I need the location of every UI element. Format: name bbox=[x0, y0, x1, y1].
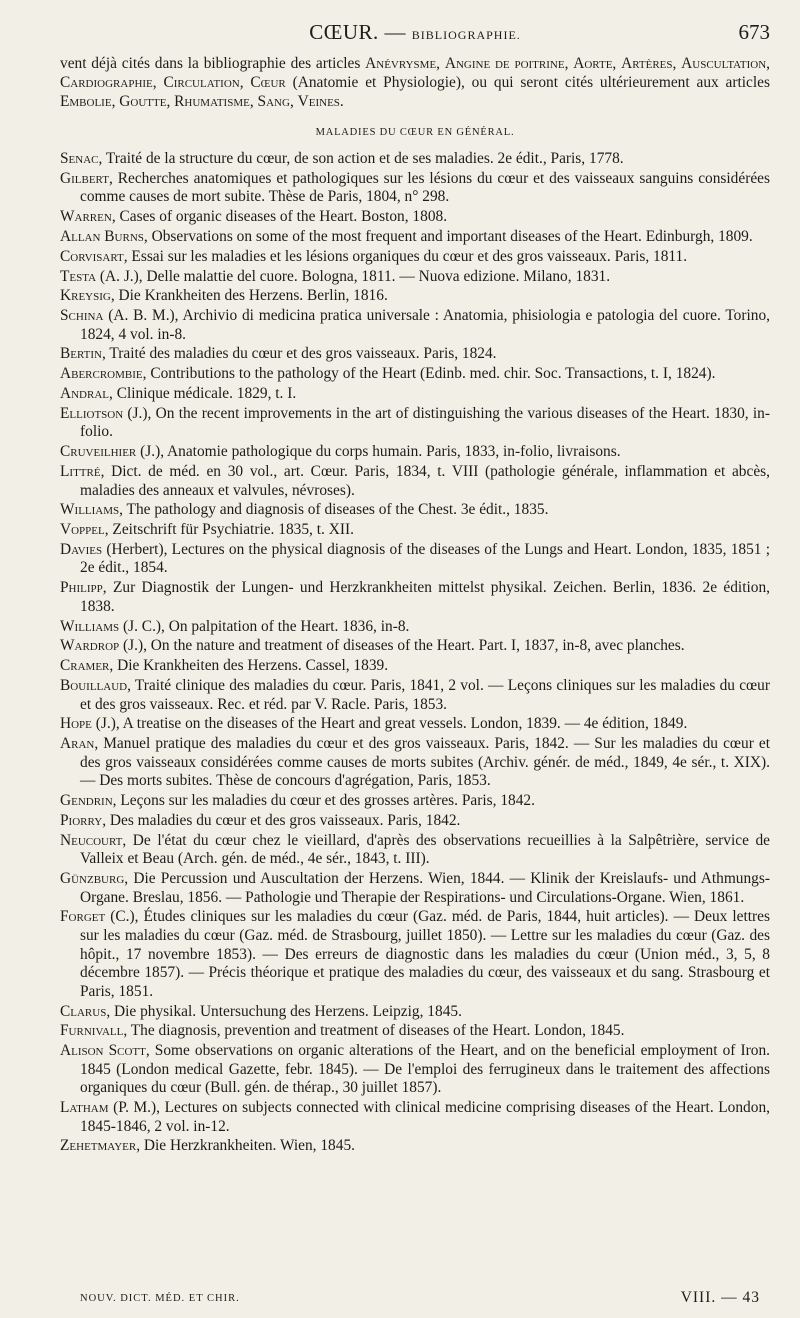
intro-ref: Anévrysme bbox=[365, 55, 437, 72]
entry-text: (J.), On the nature and treatment of diseases of the Heart. Part. I, 1837, in-8, avec planches. bbox=[119, 637, 685, 655]
entry-author: Corvisart bbox=[60, 247, 124, 265]
entry-author: Williams bbox=[60, 617, 120, 635]
entry-author: Senac bbox=[60, 150, 99, 167]
intro-ref: Cardiographie bbox=[60, 74, 153, 91]
bibliography-entry bbox=[60, 307, 770, 344]
bibliography-entry bbox=[60, 405, 770, 442]
bibliography-entry bbox=[60, 463, 770, 500]
bibliography-entry bbox=[60, 1022, 770, 1041]
entry-author: Forget bbox=[60, 908, 106, 926]
bibliography-entry bbox=[60, 443, 770, 462]
intro-ref: Embolie bbox=[60, 93, 112, 110]
entry-text: (C.), Études cliniques sur les maladies du cœur (Gaz. méd. de Paris, 1844, huit articles). — Deux lettres sur les maladies du cœur (Gaz. méd. de Strasbourg, juillet 1850). — Lettre sur les maladies du cœur (Gaz. des hôpit., 17 novembre 1853). — Des erreurs de diagnostic dans les maladies du cœur (Union méd., 3, 5, 8 décembre 1857). — Précis théorique et pratique des maladies du cœur, des vaisseaux et du sang. Strasbourg et Paris, 1851. bbox=[80, 908, 770, 1000]
running-header bbox=[60, 20, 770, 54]
page-footer bbox=[80, 1289, 760, 1313]
entry-text: , Zur Diagnostik der Lungen- und Herzkrankheiten mittelst physikal. Zeichen. Berlin, 1836. 2e édition, 1838. bbox=[80, 579, 770, 615]
bibliography-entry bbox=[60, 541, 770, 578]
bibliography-entry bbox=[60, 812, 770, 831]
intro-ref: Auscultation bbox=[681, 55, 767, 72]
entry-text: (J.), On the recent improvements in the art of distinguishing the various diseases of the Heart. 1830, in-folio. bbox=[80, 404, 770, 441]
entry-text: , Some observations on organic alterations of the Heart, and on the beneficial employment of Iron. 1845 (London medical Gazette, febr. 1845). — De l'emploi des ferrugineux dans le traitement des affections organiques du cœur (Bull. gén. de thérap., 30 juillet 1857). bbox=[80, 1042, 770, 1097]
entry-author: Gilbert bbox=[60, 169, 109, 187]
intro-text: , bbox=[612, 55, 622, 72]
bibliography-entry bbox=[60, 715, 770, 734]
bibliography-entry bbox=[60, 208, 770, 227]
bibliography-entry bbox=[60, 150, 770, 169]
intro-text: , bbox=[766, 55, 771, 72]
intro-ref: Aorte bbox=[573, 55, 613, 72]
entry-text: , De l'état du cœur chez le vieillard, d'après des observations recueillies à la Salpêtrière, service de Valleix et Beau (Arch. gén. de méd., 4e sér., 1843, t. III). bbox=[80, 831, 770, 868]
intro-ref: Veines bbox=[297, 93, 340, 110]
bibliography-entry bbox=[60, 870, 770, 907]
bibliography-entry bbox=[60, 677, 770, 714]
entry-author: Günzburg bbox=[60, 870, 125, 888]
intro-text: vent déjà cités dans la bibliographie des articles bbox=[60, 55, 366, 72]
entry-author: Warren bbox=[60, 208, 112, 226]
entry-text: , Leçons sur les maladies du cœur et des grosses artères. Paris, 1842. bbox=[112, 792, 535, 810]
entry-text: , Dict. de méd. en 30 vol., art. Cœur. Paris, 1834, t. VIII (pathologie générale, inflammation et abcès, maladies des anneaux et valvules, névroses). bbox=[80, 462, 770, 499]
entry-author: Wardrop bbox=[60, 637, 120, 655]
bibliography-entry bbox=[60, 170, 770, 207]
bibliography-entry bbox=[60, 228, 770, 247]
entry-text: , Die Herzkrankheiten. Wien, 1845. bbox=[136, 1137, 355, 1155]
intro-ref: Angine de poitrine bbox=[444, 55, 565, 72]
entry-author: Gendrin bbox=[60, 792, 113, 810]
entry-author: Cruveilhier bbox=[60, 443, 137, 461]
entry-text: , Recherches anatomiques et pathologiques sur les lésions du cœur et des vaisseaux sanguins considérées comme causes de mort subite. Thèse de Paris, 1804, n° 298. bbox=[80, 169, 770, 206]
intro-text: , bbox=[289, 93, 298, 110]
intro-text: , bbox=[564, 55, 574, 72]
entry-text: , Des maladies du cœur et des gros vaisseaux. Paris, 1842. bbox=[102, 811, 461, 829]
page-number: 673 bbox=[738, 20, 770, 44]
entry-text: (J. C.), On palpitation of the Heart. 1836, in-8. bbox=[119, 617, 410, 635]
entry-author: Piorry bbox=[60, 811, 103, 829]
bibliography-entry bbox=[60, 345, 770, 364]
intro-paragraph bbox=[60, 54, 770, 111]
bibliography-entry bbox=[60, 385, 770, 404]
entry-author: Testa bbox=[60, 267, 97, 285]
entry-author: Philipp bbox=[60, 579, 103, 597]
entry-author: Andral bbox=[60, 385, 110, 402]
entry-author: Voppel bbox=[60, 521, 105, 539]
footer-signature: VIII. — 43 bbox=[680, 1289, 760, 1306]
bibliography-entry bbox=[60, 908, 770, 1001]
intro-ref: Artères bbox=[621, 55, 673, 72]
entry-text: , Traité des maladies du cœur et des gros vaisseaux. Paris, 1824. bbox=[102, 345, 497, 363]
intro-ref: Cœur bbox=[250, 74, 286, 91]
entry-author: Hope bbox=[60, 715, 92, 733]
intro-text: , bbox=[436, 55, 445, 72]
bibliography-entry bbox=[60, 1099, 770, 1136]
bibliography-entry bbox=[60, 657, 770, 676]
entry-text: , Observations on some of the most frequent and important diseases of the Heart. Edinburgh, 1809. bbox=[143, 227, 753, 245]
intro-text: (Anatomie et Physiologie), ou qui seront cités ultérieurement aux articles bbox=[285, 74, 770, 91]
entry-author: Williams bbox=[60, 501, 120, 519]
entry-text: (A. J.), Delle malattie del cuore. Bologna, 1811. — Nuova edizione. Milano, 1831. bbox=[96, 267, 611, 285]
bibliography-entry bbox=[60, 735, 770, 791]
intro-text: , bbox=[672, 55, 682, 72]
entry-text: , Manuel pratique des maladies du cœur et des gros vaisseaux. Paris, 1842. — Sur les maladies du cœur et des gros vaisseaux considérées comme causes de morts subites (Archiv. génér. de méd., 1849, 4e sér., t. XIX). — Des morts subites. Thèse de concours d'agrégation, Paris, 1853. bbox=[80, 735, 770, 790]
entry-text: , The pathology and diagnosis of diseases of the Chest. 3e édit., 1835. bbox=[119, 501, 549, 519]
bibliography-entry bbox=[60, 1042, 770, 1098]
intro-ref: Circulation bbox=[163, 74, 240, 91]
bibliography-entry bbox=[60, 501, 770, 520]
entry-text: , Cases of organic diseases of the Heart. Boston, 1808. bbox=[111, 208, 448, 226]
intro-ref: Sang bbox=[257, 93, 290, 110]
bibliography-entry bbox=[60, 579, 770, 616]
entry-text: , Zeitschrift für Psychiatrie. 1835, t. XII. bbox=[104, 521, 354, 539]
entry-text: , Die Krankheiten des Herzens. Berlin, 1816. bbox=[110, 287, 388, 305]
bibliography-entry bbox=[60, 287, 770, 306]
entry-text: , Die physikal. Untersuchung des Herzens. Leipzig, 1845. bbox=[106, 1002, 462, 1020]
entry-author: Bouillaud bbox=[60, 676, 128, 694]
bibliography-list bbox=[60, 150, 770, 1156]
entry-text: , The diagnosis, prevention and treatment of diseases of the Heart. London, 1845. bbox=[123, 1022, 625, 1040]
entry-author: Cramer bbox=[60, 657, 110, 675]
entry-text: (Herbert), Lectures on the physical diagnosis of the diseases of the Lungs and Heart. London, 1835, 1851 ; 2e édit., 1854. bbox=[80, 540, 770, 577]
entry-author: Elliotson bbox=[60, 404, 124, 422]
intro-text: . bbox=[339, 93, 344, 110]
header-title: CŒUR. bbox=[309, 20, 379, 44]
entry-text: , Essai sur les maladies et les lésions organiques du cœur et des gros vaisseaux. Paris, 1811. bbox=[123, 247, 688, 265]
bibliography-entry bbox=[60, 365, 770, 384]
footer-publication: NOUV. DICT. MÉD. ET CHIR. bbox=[80, 1293, 240, 1304]
entry-author: Neucourt bbox=[60, 831, 123, 849]
entry-text: , Die Krankheiten des Herzens. Cassel, 1839. bbox=[109, 657, 389, 675]
bibliography-entry bbox=[60, 618, 770, 637]
entry-author: Bertin bbox=[60, 345, 102, 363]
entry-author: Davies bbox=[60, 540, 103, 558]
bibliography-entry bbox=[60, 521, 770, 540]
bibliography-entry bbox=[60, 832, 770, 869]
intro-ref: Goutte bbox=[119, 93, 167, 110]
bibliography-entry bbox=[60, 792, 770, 811]
entry-author: Allan Burns bbox=[60, 227, 144, 245]
intro-ref: Rhumatisme bbox=[174, 93, 250, 110]
intro-text: , bbox=[111, 93, 120, 110]
entry-author: Latham bbox=[60, 1099, 109, 1117]
entry-author: Furnivall bbox=[60, 1022, 124, 1040]
entry-text: , Traité clinique des maladies du cœur. Paris, 1841, 2 vol. — Leçons cliniques sur les maladies du cœur et des gros vaisseaux. Rec. et réd. par V. Racle. Paris, 1853. bbox=[80, 676, 770, 713]
intro-text: , bbox=[239, 74, 251, 91]
entry-author: Zehetmayer bbox=[60, 1137, 137, 1155]
entry-text: (J.), A treatise on the diseases of the Heart and great vessels. London, 1839. — 4e édition, 1849. bbox=[91, 715, 688, 733]
entry-text: (A. B. M.), Archivio di medicina pratica universale : Anatomia, phisiologia e patologia del cuore. Torino, 1824, 4 vol. in-8. bbox=[80, 307, 770, 343]
bibliography-entry bbox=[60, 268, 770, 287]
entry-author: Alison Scott bbox=[60, 1042, 146, 1060]
entry-author: Schina bbox=[60, 307, 104, 325]
entry-author: Clarus bbox=[60, 1002, 107, 1020]
entry-text: , Traité de la structure du cœur, de son action et de ses maladies. 2e édit., Paris, 1778. bbox=[98, 150, 624, 167]
intro-text: , bbox=[166, 93, 175, 110]
entry-text: , Contributions to the pathology of the Heart (Edinb. med. chir. Soc. Transactions, t. I, 1824). bbox=[142, 365, 716, 383]
entry-author: Littré bbox=[60, 462, 101, 480]
intro-text: , bbox=[249, 93, 258, 110]
section-heading: MALADIES DU CŒUR EN GÉNÉRAL. bbox=[315, 127, 515, 138]
header-subtitle: BIBLIOGRAPHIE. bbox=[411, 28, 521, 42]
bibliography-entry bbox=[60, 637, 770, 656]
bibliography-entry bbox=[60, 248, 770, 267]
entry-author: Kreysig bbox=[60, 287, 111, 305]
running-title bbox=[60, 20, 770, 45]
entry-text: (J.), Anatomie pathologique du corps humain. Paris, 1833, in-folio, livraisons. bbox=[136, 443, 621, 461]
entry-text: (P. M.), Lectures on subjects connected with clinical medicine comprising diseases of the Heart. London, 1845-1846, 2 vol. in-12. bbox=[80, 1099, 770, 1135]
entry-text: , Clinique médicale. 1829, t. I. bbox=[109, 385, 297, 402]
intro-text: , bbox=[152, 74, 164, 91]
entry-author: Abercrombie bbox=[60, 365, 143, 383]
entry-text: , Die Percussion und Auscultation der Herzens. Wien, 1844. — Klinik der Kreislaufs- und Athmungs-Organe. Breslau, 1856. — Pathologie und Therapie der Respirations- und Circulations-Organe. Wien, 1861. bbox=[80, 870, 770, 906]
header-separator: — bbox=[384, 20, 407, 44]
entry-author: Aran bbox=[60, 735, 95, 753]
bibliography-entry bbox=[60, 1137, 770, 1156]
bibliography-entry bbox=[60, 1003, 770, 1022]
